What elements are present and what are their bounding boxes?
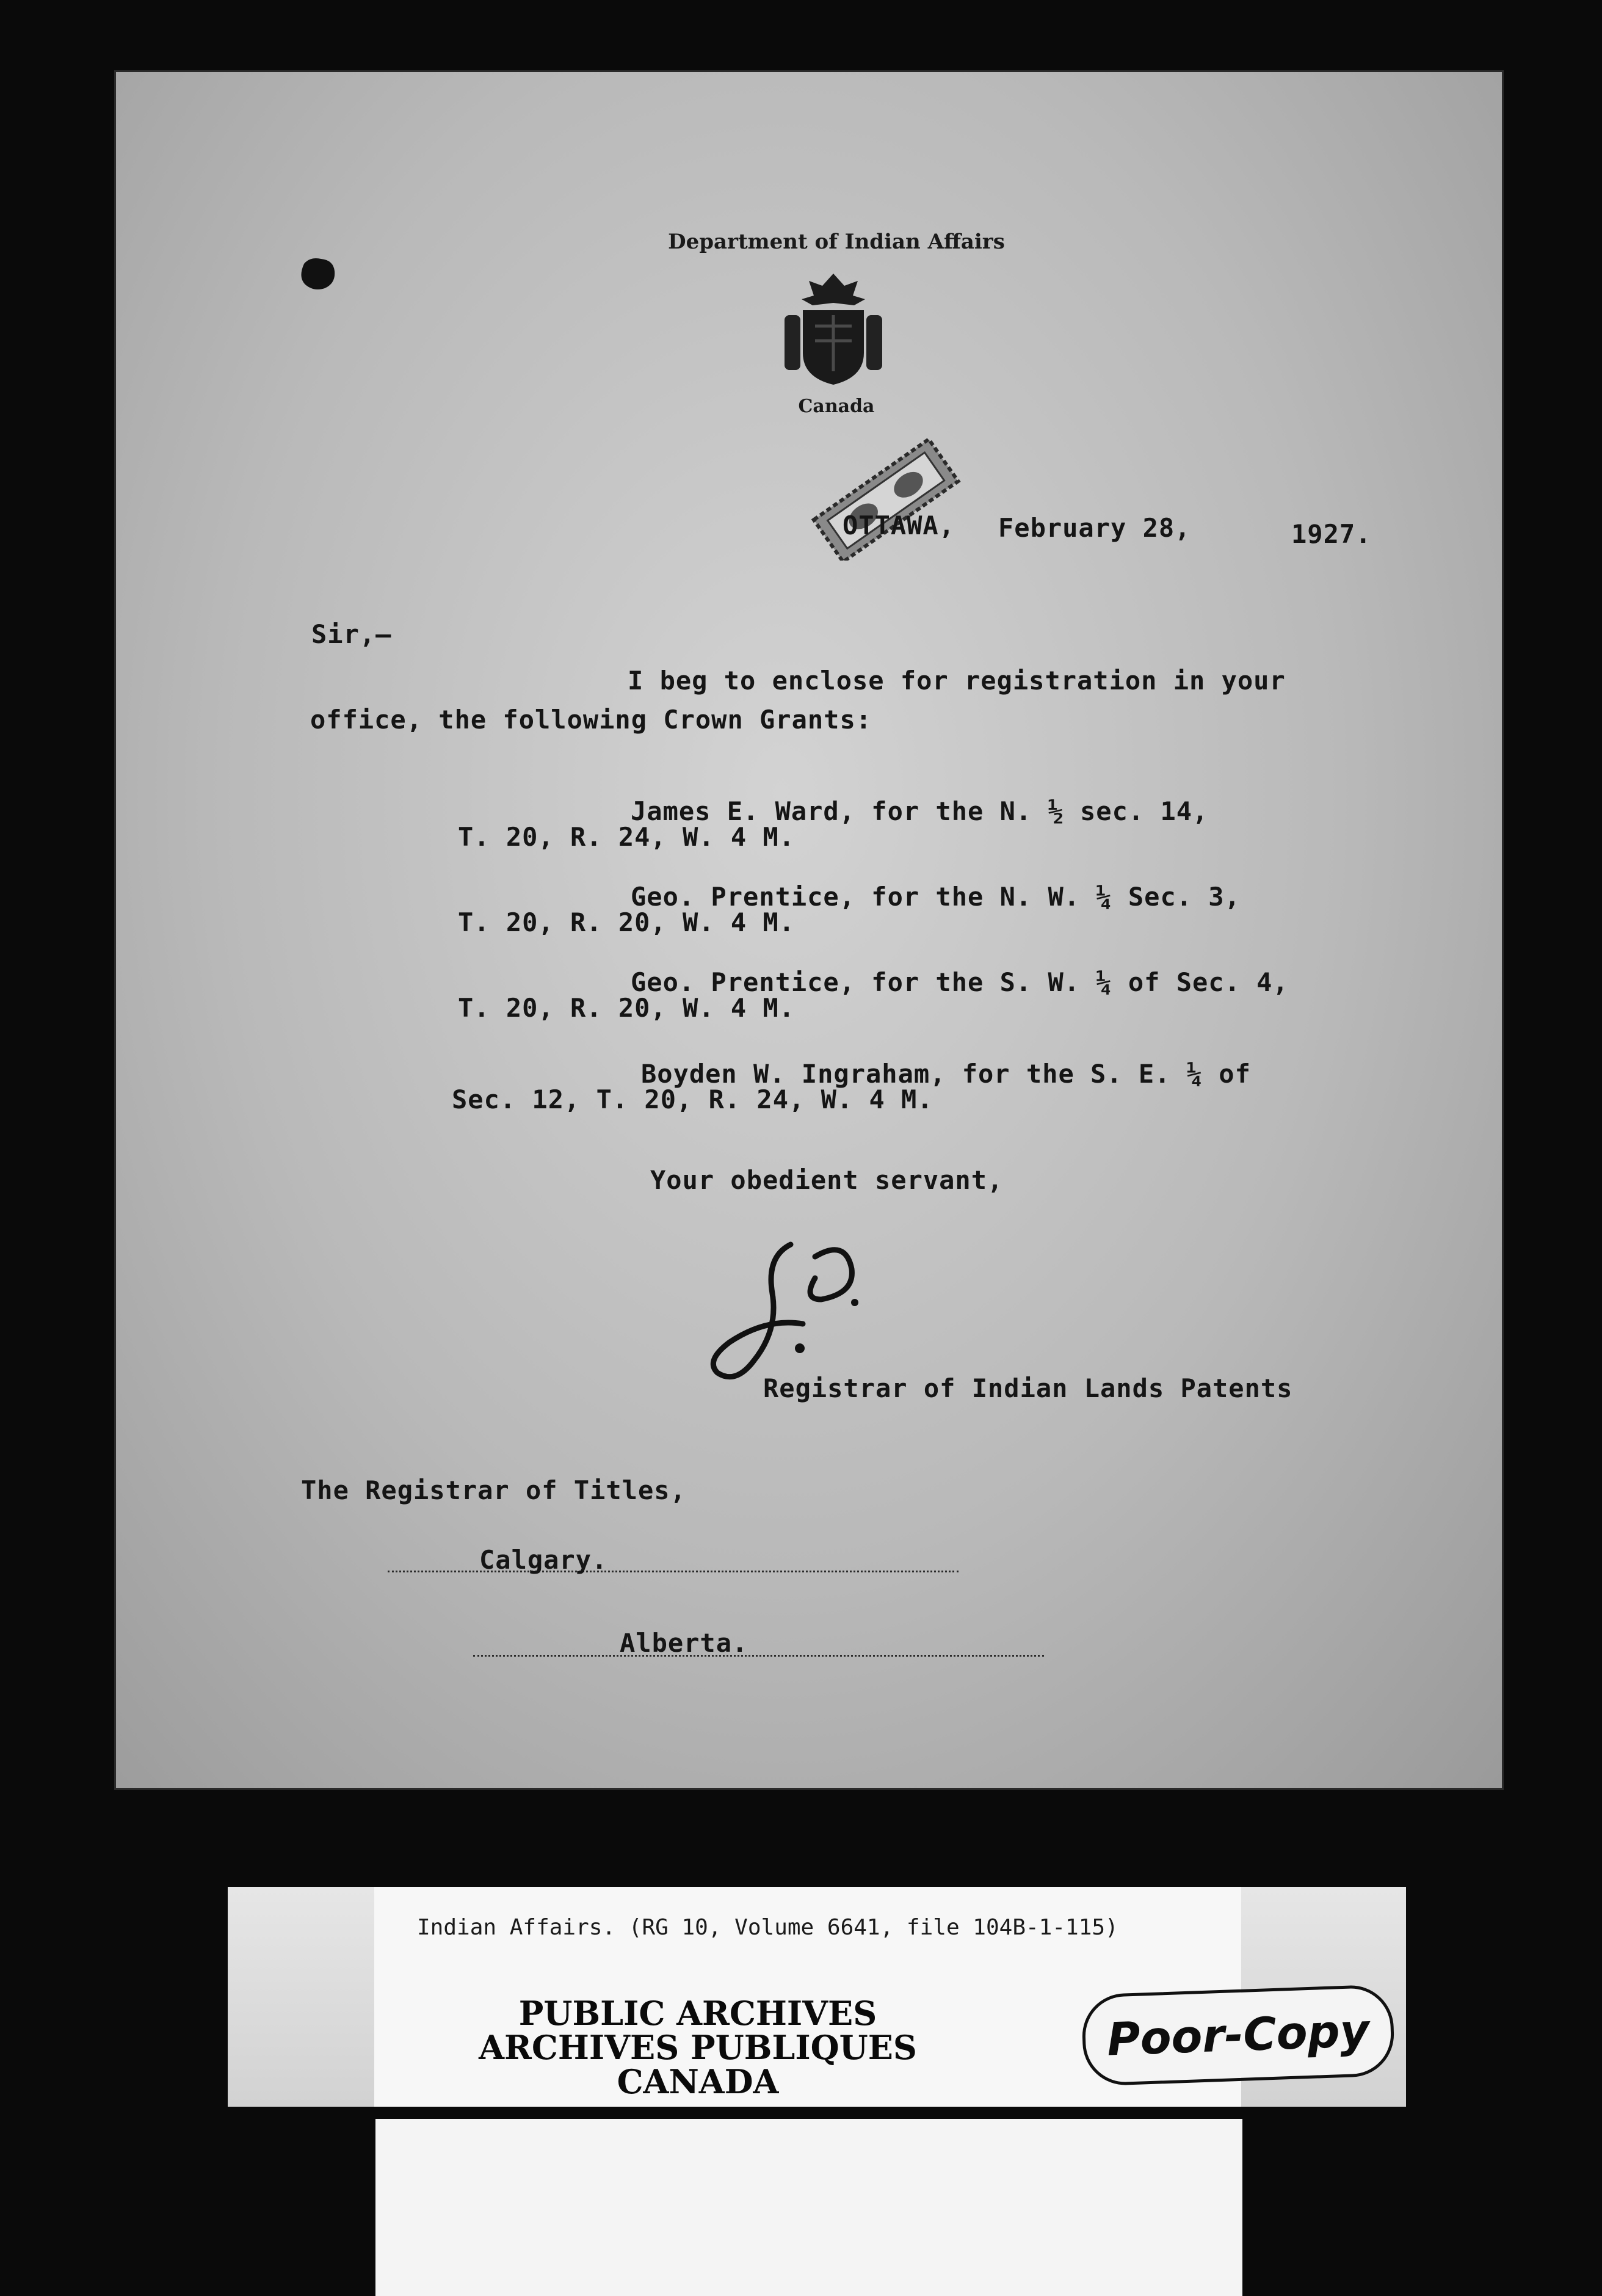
grant-line: Geo. Prentice, for the N. W. ¼ Sec. 3, <box>631 882 1241 912</box>
letter-closing: Your obedient servant, <box>650 1165 1004 1195</box>
letter-place: OTTAWA, <box>843 510 955 540</box>
poor-copy-annotation: Poor-Copy <box>1081 1984 1396 2087</box>
grant-line: Boyden W. Ingraham, for the S. E. ¼ of <box>641 1059 1251 1089</box>
archive-stamp-line1: PUBLIC ARCHIVES <box>518 1994 877 2033</box>
addressee-province: Alberta. <box>620 1628 748 1658</box>
grant-location: T. 20, R. 20, W. 4 M. <box>458 907 796 937</box>
letter-date: February 28, <box>998 513 1191 543</box>
archive-label-lower <box>375 2119 1242 2296</box>
grant-line: Geo. Prentice, for the S. W. ¼ of Sec. 4, <box>631 967 1289 997</box>
letter-salutation: Sir,— <box>311 619 392 649</box>
archive-label-strip <box>228 1887 1406 2107</box>
grant-location: Sec. 12, T. 20, R. 24, W. 4 M. <box>452 1084 933 1114</box>
coat-of-arms-icon <box>772 267 894 390</box>
letter-year: 1927. <box>1291 519 1372 549</box>
addressee-line: The Registrar of Titles, <box>301 1475 686 1505</box>
addressee-city: Calgary. <box>479 1545 608 1575</box>
ink-blot-mark <box>298 255 337 292</box>
letterhead-department: Department of Indian Affairs <box>668 230 1005 254</box>
archive-stamp-line2: ARCHIVES PUBLIQUES <box>479 2028 917 2067</box>
archive-stamp-line3: CANADA <box>617 2062 779 2101</box>
province-dotted-line <box>473 1655 1044 1657</box>
grant-line: James E. Ward, for the N. ½ sec. 14, <box>631 796 1209 826</box>
city-dotted-line <box>388 1571 959 1572</box>
revenue-stamp-mark <box>791 438 980 561</box>
grant-location: T. 20, R. 20, W. 4 M. <box>458 993 796 1023</box>
letter-sheet <box>116 72 1502 1788</box>
grant-location: T. 20, R. 24, W. 4 M. <box>458 822 796 852</box>
letter-body-line2: office, the following Crown Grants: <box>310 705 872 735</box>
letter-body-line1: I beg to enclose for registration in your <box>628 666 1286 696</box>
signer-title: Registrar of Indian Lands Patents <box>763 1373 1293 1403</box>
letterhead-country: Canada <box>798 396 875 417</box>
archive-reference: Indian Affairs. (RG 10, Volume 6641, file 104B-1-115) <box>417 1915 1118 1940</box>
